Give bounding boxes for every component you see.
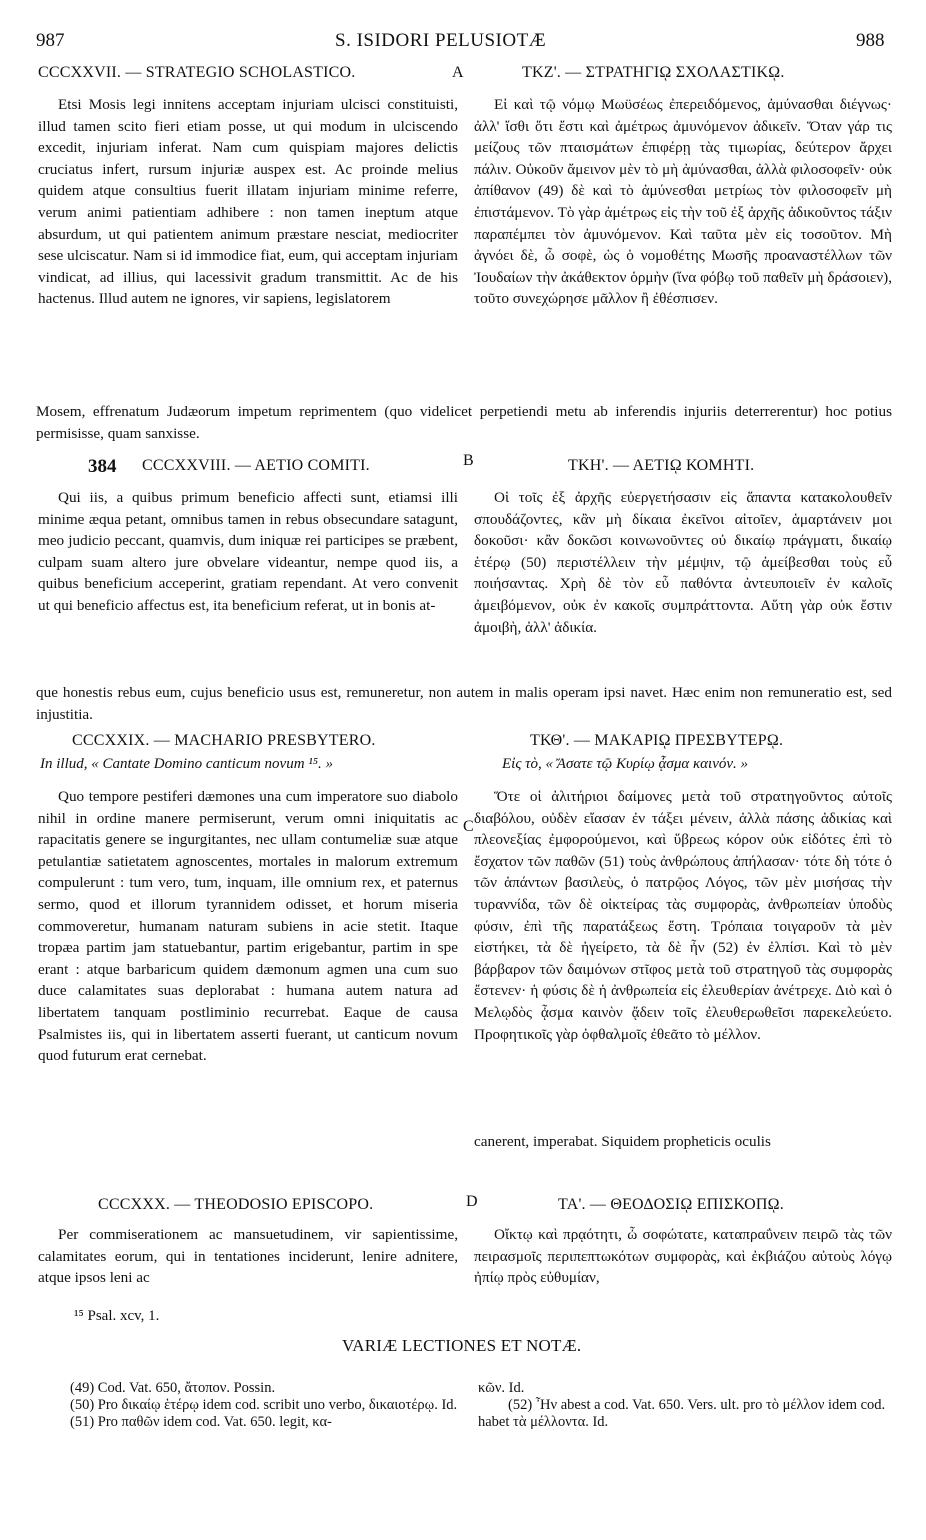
letter-328-full-text: que honestis rebus eum, cujus beneficio usus est, remuneretur, non autem in malis operam ipsi navet. Hæc enim non remuneratio est, sed injustitia. [36,684,892,723]
letter-327-greek-text: Εἰ καὶ τῷ νόμῳ Μωϋσέως ἐπερειδόμενος, ἀμύνασθαι διέγνως· ἀλλ' ἴσθι ὅτι ἔστι καὶ ἀμέτρως ἀμυνόμενον ἀδικεῖν. Ὅταν γάρ τις μείζους τῶν πταισμάτων ἐπιφέρῃ τὰς τιμωρίας, δεύτερον ἄρχει πάλιν. Οὐκοῦν ἄμεινον μὲν τὸ μὴ ἀμύνασθαι, ἀλλὰ φιλοσοφεῖν· οὐκ ἀπίθανον (49) δὲ καὶ τὸ ἀμύνεσθαι μετρίως τὸν φιλοσοφεῖν μὴ ἐπιστάμενον. Τὸ γὰρ ἀμέτρως εἰς τὴν τοῦ ἐξ ἀρχῆς ἀδικοῦντος τάξιν παραπέμπει τὸν ἀμυνόμενον. Καὶ ταῦτα μὲν εἰς τοσοῦτον. Μὴ ἀγνόει δὲ, ὦ σοφὲ, ὡς ὁ νομοθέτης Μωσῆς προαναστέλλων τῶν Ἰουδαίων τὴν ἀκάθεκτον ὁρμὴν (ἵνα φόβῳ τοῦ παθεῖν μὴ δράσοιεν), τοῦτο συνεχώρησε μᾶλλον ἢ ἐθέσπισεν. [474,96,892,308]
margin-mark-a: A [452,64,464,81]
letter-330-latin-text: Per commiserationem ac mansuetudinem, vir sapientissime, calamitates eorum, qui in tentationes inciderunt, lenire adnitere, atque ipsos leni ac [38,1226,458,1287]
letter-327-latin-text: Etsi Mosis legi innitens acceptam injuriam ulcisci constituisti, illud tamen scito fieri etiam posse, ut qui modum in ulciscendo excedit, injuriam inferat. Nam cum quispiam majores delictis cruciatus infert, rursum injuriæ auspex est. Ac proinde melius quidem atque consultius fuerit illatam injuriam minime referre, verum animi patientiam adhibere : non tamen ineptum atque absurdum, ut qui patientem animum præstare nesciat, mediocriter sese ulciscatur. Nam si id immodice fiat, eum, qui acceptam injuriam vindicat, ad illius, qui lacessivit gradum transmittit. Ac de his hactenus. Illud autem ne ignores, vir sapiens, legislatorem [38,96,458,308]
note-51: (51) Pro παθῶν idem cod. Vat. 650. legit, κα- [70,1413,332,1430]
letter-329-latin-title: CCCXXIX. — MACHARIO PRESBYTERO. [72,732,376,749]
letter-329-greek-title: ΤΚΘ'. — ΜΑΚΑΡΙῼ ΠΡΕΣΒΥΤΕΡῼ. [530,732,784,749]
variae-heading: VARIÆ LECTIONES ET NOTÆ. [342,1336,582,1355]
letter-329-latin-text: Quo tempore pestiferi dæmones una cum imperatore suo diabolo nihil in ordine manere permiserunt, verum omni iniquitatis ac rapacitatis genere se ingurgitantes, nec ullam contumeliæ suæ atque petulantiæ satietatem agnoscentes, mortales in malorum extremum compulerunt : tum vero, tum, inquam, ille omnium rex, et paternus sermo, quod et illorum tyrannidem odisset, et horum miseria commoveretur, humanam naturam subiens in acie stetit. Itaque tropæa partim jam statuebantur, partim erigebantur, partim in spe erant : atque barbaricum quidem dæmonum agmen una cum suo duce calamitates suas deplorabat : humana autem natura ad libertatem tanquam postliminio recurrebat. Eaque de causa Psalmistes iis, qui in libertatem asserti fuerant, ut canticum novum quod futurum erat cernebat. [38,788,458,1065]
margin-mark-b: B [463,452,474,469]
letter-328-greek-text: Οἱ τοῖς ἐξ ἀρχῆς εὐεργετήσασιν εἰς ἅπαντα κατακολουθεῖν σπουδάζοντες, κἂν μὴ δίκαια ἐκεῖνοι αἰτοῖεν, ἁμαρτάνειν μοι δοκοῦσι· κἂν δοκῶσι κοινωνοῦντες οὐ δικαίῳ πράγματι, δικαίῳ ἑτέρῳ (50) περιστέλλειν τὴν μέμψιν, τῷ ἀμείβεσθαι τοὺς εὖ ποιήσαντας. Χρὴ δὲ τὸν εὖ παθόντα ἀντευποιεῖν ἐν καλοῖς ἀμειβόμενον, οὐκ ἐν κακοῖς συμπράττοντα. Αὕτη γὰρ οὐκ ἔστιν ἀμοιβὴ, ἀλλ' ἀδικία. [474,489,892,636]
letter-327-latin-title: CCCXXVII. — STRATEGIO SCHOLASTICO. [38,64,356,81]
letter-330-latin-title: CCCXXX. — THEODOSIO EPISCOPO. [98,1196,374,1213]
note-49: (49) Cod. Vat. 650, ἄτοπον. Possin. [70,1380,276,1396]
note-51-continuation: κῶν. Id. [478,1380,525,1396]
margin-mark-c: C [463,818,474,835]
variae-left-column [36,1380,476,1430]
margin-number: 384 [88,456,117,477]
letter-327-greek-title: ΤΚΖ'. — ΣΤΡΑΤΗΓΙῼ ΣΧΟΛΑΣΤΙΚῼ. [522,64,785,81]
letter-327-full-text: Mosem, effrenatum Judæorum impetum reprimentem (quo videlicet perpetiendi metu ab inferendis injuriis deterrerentur) hoc potius permisisse, quam sanxisse. [36,403,892,442]
letter-329-greek-subtitle: Εἰς τὸ, « Ἄσατε τῷ Κυρίῳ ᾆσμα καινόν. » [502,756,749,772]
page-number-right: 988 [856,30,885,51]
margin-mark-d: D [466,1193,478,1210]
letter-328-latin-title: CCCXXVIII. — AETIO COMITI. [142,457,370,474]
note-52: (52) Ἦν abest a cod. Vat. 650. Vers. ult. pro τὸ μέλλον idem cod. habet τὰ μέλλοντα. Id. [478,1396,886,1430]
letter-330-greek-text: Οἴκτῳ καὶ πρᾳότητι, ὦ σοφώτατε, καταπραΰνειν πειρῶ τὰς τῶν πειρασμοῖς περιπεπτωκότων συμφορὰς, καὶ ἐκβιάζου αὐτοὺς λόγῳ ἠπίῳ πρὸς εὐθυμίαν, [474,1226,892,1287]
letter-329-greek-text: Ὅτε οἱ ἀλιτήριοι δαίμονες μετὰ τοῦ στρατηγοῦντος αὐτοῖς διαβόλου, οὐδὲν εἴασαν ἐν τάξει μένειν, ἀλλὰ πάσης ἀδικίας καὶ πλεονεξίας ἐμφορούμενοι, καὶ ὕβρεως κόρον οὐκ εἰδότες ἐπὶ τὸ ἔσχατον τῶν παθῶν (51) τοὺς ἀνθρώπους ἀπήλασαν· τότε δὴ τότε ὁ τῶν ἁπάντων βασιλεὺς, ὁ πατρῷος Λόγος, τῶν μὲν μισήσας τὴν τυραννίδα, τῶν δὲ οἰκτείρας τὰς συμφορὰς, ἀνθρωπείαν ὑποδὺς φύσιν, ἐπὶ τῆς παρατάξεως ἔστη. Τρόπαια τοιγαροῦν τὰ μὲν εἱστήκει, τὰ δὲ ἠγείρετο, τὰ δὲ ἦν (52) ἐν ἐλπίσι. Καὶ τὸ μὲν βάρβαρον τῶν δαιμόνων στῖφος μετὰ τοῦ στρατηγοῦ τὰς συμφορὰς ἔστενεν· ἡ φύσις δὲ ἡ ἀνθρωπεία εἰς ἐλευθερίαν ἀνέτρεχε. Διὸ καὶ ὁ Μελῳδὸς ᾆσμα καινὸν ᾄδειν τοῖς ἐλευθερωθεῖσι παρεκελεύετο. Προφητικοῖς γὰρ ὀφθαλμοῖς ἐθεᾶτο τὸ μέλλον. [474,788,892,1043]
footnote: ¹⁵ Psal. xcv, 1. [74,1308,160,1324]
page-number-left: 987 [36,30,65,51]
running-title: S. ISIDORI PELUSIOTÆ [335,30,547,51]
note-50: (50) Pro δικαίῳ ἑτέρῳ idem cod. scribit uno verbo, δικαιοτέρῳ. Id. [70,1396,458,1413]
letter-329-latin-continuation: canerent, imperabat. Siquidem propheticis oculis [474,1133,771,1150]
letter-329-latin-subtitle: In illud, « Cantate Domino canticum novum ¹⁵. » [40,756,334,772]
variae-right-column [478,1380,892,1430]
letter-328-latin-text: Qui iis, a quibus primum beneficio affecti sunt, etiamsi illi minime æqua petant, omnibus tamen in rebus obsecundare satagunt, meo judicio peccant, quamvis, dum iniquæ rei participes se præbent, culpam suam altero jure obvelare videantur, nempe quod iis, a quibus beneficium acceperint, gratiam rependant. At vero convenit ut qui beneficio affectus est, ita beneficium referat, ut in bonis at- [38,489,458,614]
letter-328-greek-title: ΤΚΗ'. — ΑΕΤΙῼ ΚΟΜΗΤΙ. [568,457,755,474]
letter-330-greek-title: ΤΑ'. — ΘΕΟΔΟΣΙῼ ΕΠΙΣΚΟΠῼ. [558,1196,784,1213]
